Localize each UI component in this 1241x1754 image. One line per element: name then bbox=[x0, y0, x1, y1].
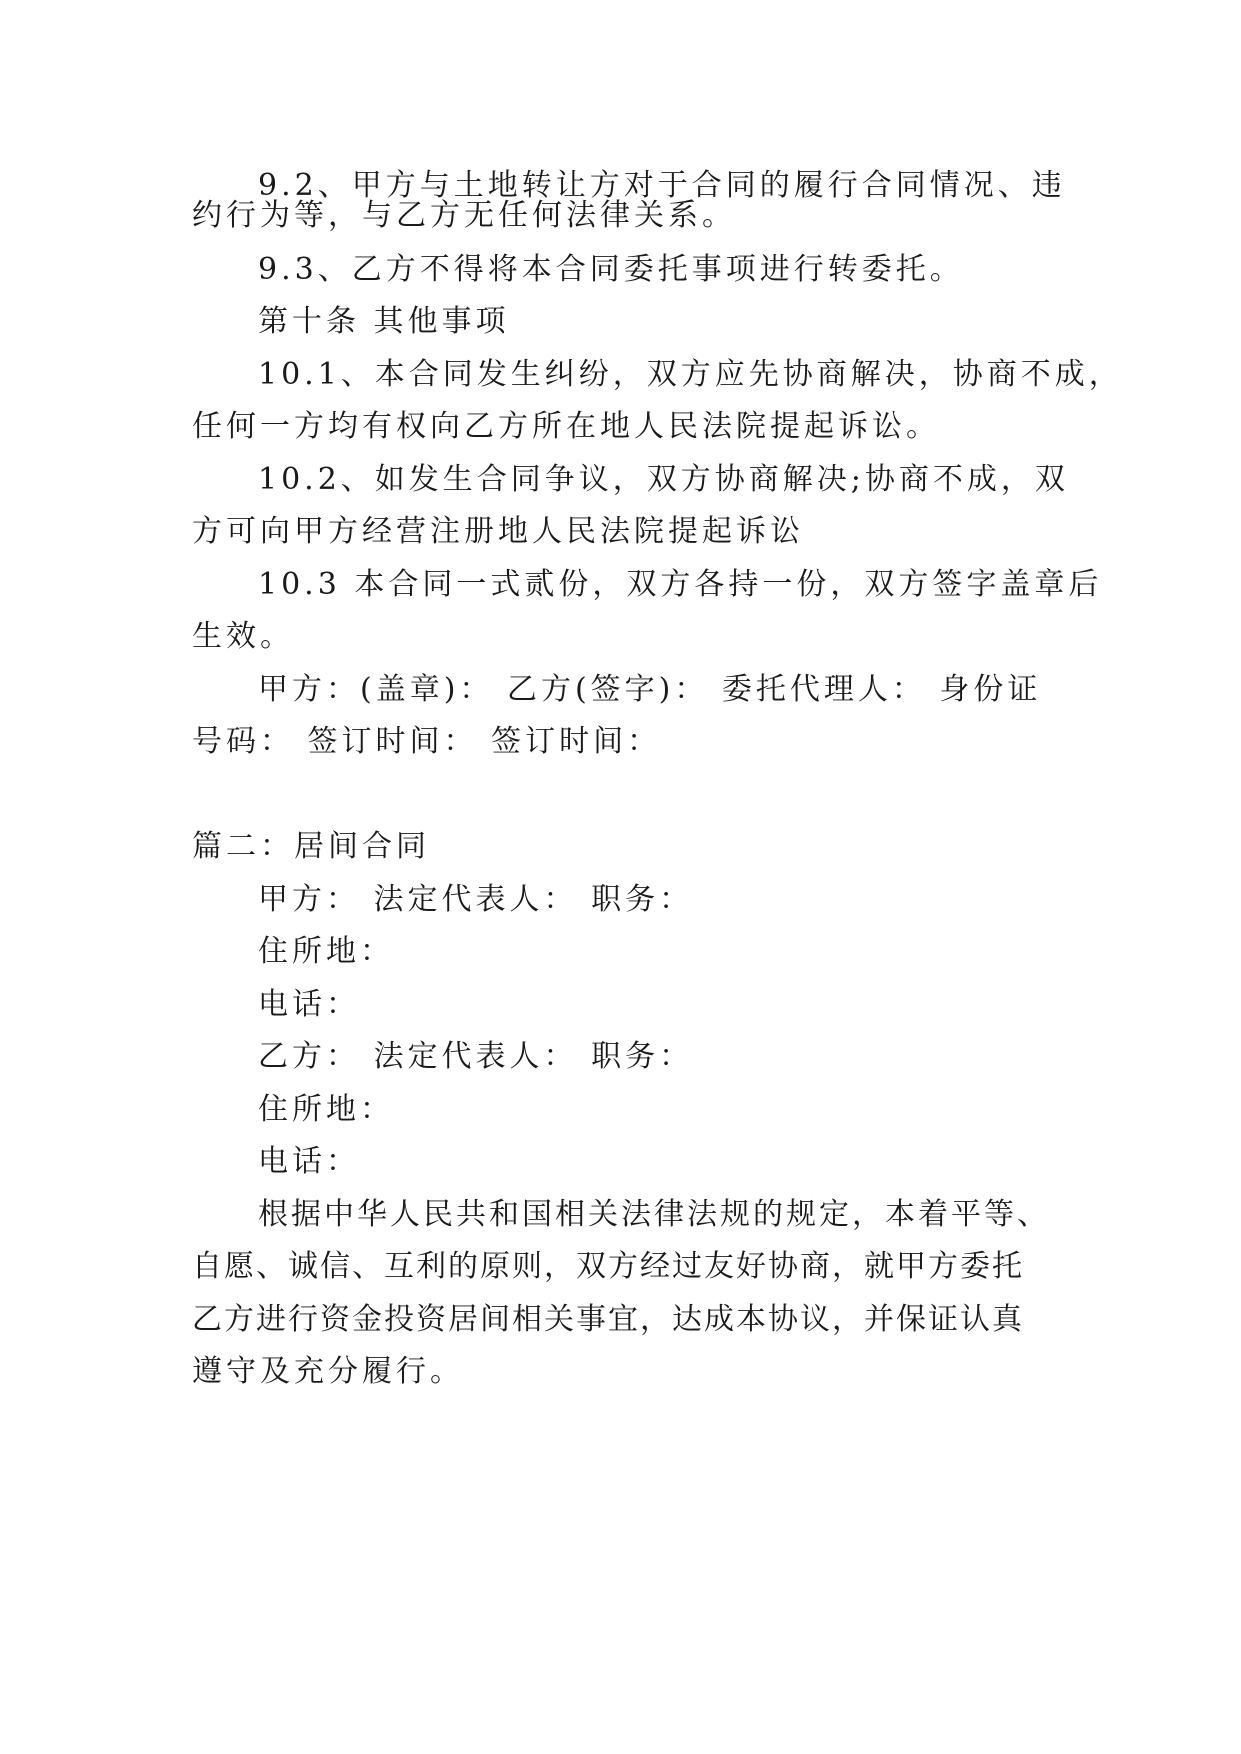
signature-line-1: 甲方：(盖章)： 乙方(签字)： 委托代理人： 身份证 bbox=[258, 672, 1042, 707]
clause-10-3-line-1: 10.3 本合同一式贰份，双方各持一份，双方签字盖章后 bbox=[258, 567, 1103, 602]
clause-10-2-line-2: 方可向甲方经营注册地人民法院提起诉讼 bbox=[192, 514, 804, 549]
clause-10-1-line-1: 10.1、本合同发生纠纷，双方应先协商解决，协商不成， bbox=[258, 357, 1123, 392]
clause-10-1-line-2: 任何一方均有权向乙方所在地人民法院提起诉讼。 bbox=[192, 409, 940, 444]
party-b-line: 乙方： 法定代表人： 职务： bbox=[258, 1039, 694, 1074]
clause-10-2-line-1: 10.2、如发生合同争议，双方协商解决;协商不成，双 bbox=[258, 462, 1069, 497]
clause-9-3: 9.3、乙方不得将本合同委托事项进行转委托。 bbox=[258, 252, 964, 287]
preamble-line-3: 乙方进行资金投资居间相关事宜，达成本协议，并保证认真 bbox=[192, 1302, 1024, 1337]
article-10-heading: 第十条 其他事项 bbox=[258, 304, 510, 339]
signature-line-2: 号码： 签订时间： 签订时间： bbox=[192, 724, 662, 759]
party-b-address: 住所地： bbox=[258, 1092, 394, 1127]
preamble-line-4: 遵守及充分履行。 bbox=[192, 1354, 464, 1389]
preamble-line-2: 自愿、诚信、互利的原则，双方经过友好协商，就甲方委托 bbox=[192, 1249, 1024, 1284]
party-b-phone: 电话： bbox=[258, 1144, 360, 1179]
section-2-title: 篇二：居间合同 bbox=[192, 829, 430, 864]
clause-10-3-line-2: 生效。 bbox=[192, 619, 294, 654]
clause-9-2-line-1: 9.2、甲方与土地转让方对于合同的履行合同情况、违 bbox=[258, 168, 1066, 203]
party-a-address: 住所地： bbox=[258, 934, 394, 969]
clause-9-2-line-2: 约行为等，与乙方无任何法律关系。 bbox=[192, 198, 736, 233]
preamble-line-1: 根据中华人民共和国相关法律法规的规定，本着平等、 bbox=[258, 1197, 1050, 1232]
party-a-phone: 电话： bbox=[258, 987, 360, 1022]
party-a-line: 甲方： 法定代表人： 职务： bbox=[258, 882, 694, 917]
